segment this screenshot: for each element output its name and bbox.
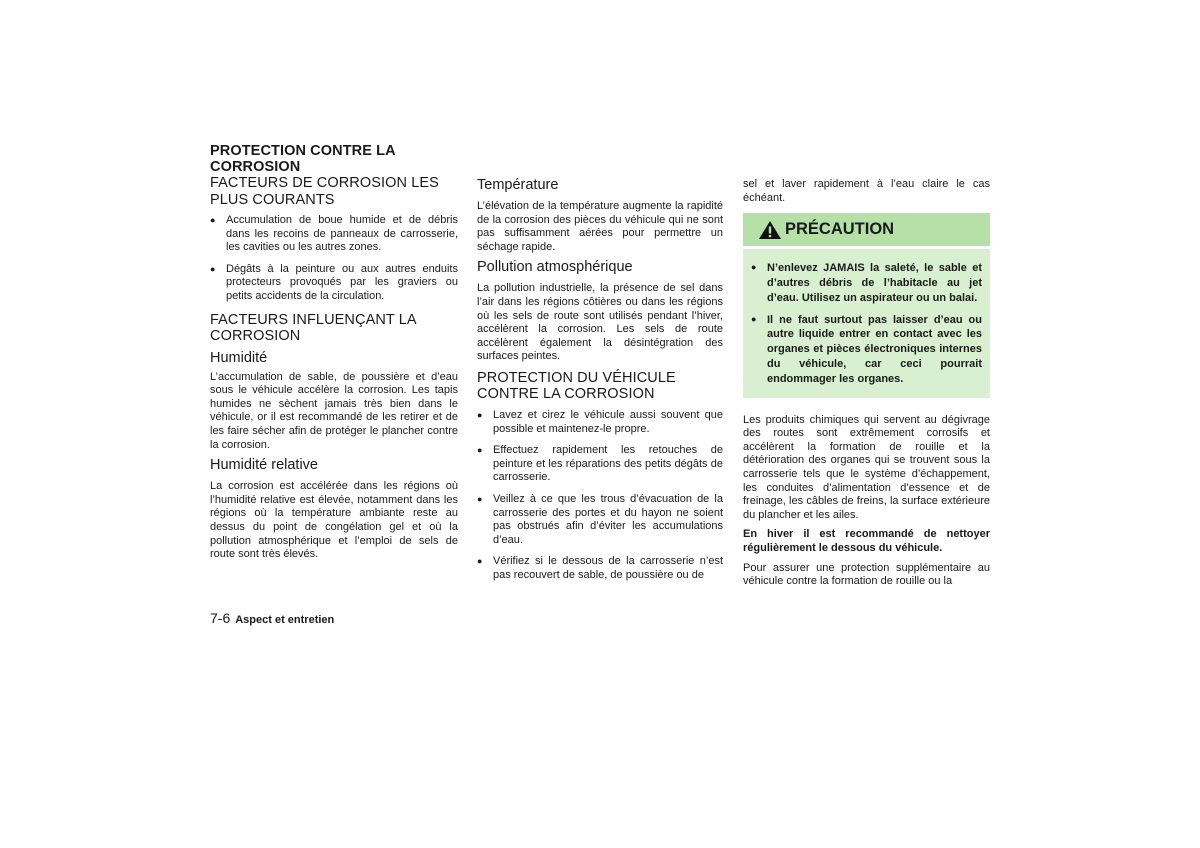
paragraph-temperature: L’élévation de la température augmente la rapidité de la corrosion des pièces du véhicule qui ne sont pas suffisamment aérées pour permettre un séchage rapide. bbox=[477, 200, 723, 253]
list-item: ● Veillez à ce que les trous d’évacuation de la carrosserie des portes et du hayon ne soient pas obstrués afin d’éviter les accumulations d’eau. bbox=[477, 493, 723, 547]
warning-icon bbox=[758, 220, 782, 245]
paragraph-extra-protection: Pour assurer une protection supplémentaire au véhicule contre la formation de rouille ou la bbox=[743, 561, 990, 588]
paragraph-continuation: sel et laver rapidement à l’eau claire le cas échéant. bbox=[743, 178, 990, 204]
caution-title: PRÉCAUTION bbox=[785, 220, 895, 239]
section-heading-protection: PROTECTION DU VÉHICULE CONTRE LA CORROSION bbox=[477, 369, 676, 403]
caution-header bbox=[743, 213, 990, 246]
column-middle bbox=[477, 176, 723, 590]
subheading-pollution: Pollution atmosphérique bbox=[477, 259, 633, 276]
caution-box bbox=[743, 249, 990, 397]
subheading-humidite: Humidité bbox=[210, 349, 268, 366]
list-item: ● Lavez et cirez le véhicule aussi souvent que possible et maintenez-le propre. bbox=[477, 409, 723, 436]
list-item: ● Accumulation de boue humide et de débris dans les recoins de panneaux de carrosserie, les cavities ou les autres zones. bbox=[210, 214, 458, 255]
paragraph-winter-cleaning: En hiver il est recommandé de nettoyer régulièrement le dessous du véhicule. bbox=[743, 528, 990, 554]
paragraph-chemicals: Les produits chimiques qui servent au dégivrage des routes sont extrêmement corrosifs et accélèrent la formation de rouille et la détérioration des organes qui se trouvent sous la carrosserie tels que le système d’échappement, les conduites d’alimentation d’essence et de freinage, les câbles de freins, la surface extérieure du plancher et les ailes. bbox=[743, 413, 990, 521]
list-item: ● Dégâts à la peinture ou aux autres enduits protecteurs provoqués par les graviers ou petits accidents de la circulation. bbox=[210, 263, 458, 304]
section-heading-influencing-factors: FACTEURS INFLUENÇANT LA CORROSION bbox=[210, 311, 416, 345]
protection-list bbox=[477, 409, 723, 583]
subheading-humidite-relative: Humidité relative bbox=[210, 457, 318, 474]
subheading-temperature: Température bbox=[477, 177, 559, 193]
section-name: Aspect et entretien bbox=[235, 614, 335, 626]
list-item: ● Vérifiez si le dessous de la carrosserie n’est pas recouvert de sable, de poussière ou de bbox=[477, 555, 723, 582]
caution-item: ● N’enlevez JAMAIS la saleté, le sable et d’autres débris de l’habitacle au jet d’eau. Utilisez un aspirateur ou un balai. bbox=[751, 261, 982, 305]
caution-item: ● Il ne faut surtout pas laisser d’eau ou autre liquide entrer en contact avec les organes et pièces électroniques internes du véhicule, car ceci pourrait endommager les organes. bbox=[751, 313, 982, 387]
page-title: PROTECTION CONTRE LA CORROSION bbox=[210, 143, 396, 175]
section-heading-common-factors: FACTEURS DE CORROSION LES PLUS COURANTS bbox=[210, 175, 439, 208]
caution-list bbox=[751, 261, 982, 386]
page-number: 7-6 bbox=[210, 610, 231, 626]
paragraph-pollution: La pollution industrielle, la présence de sel dans l’air dans les régions côtières ou dans les régions où les sels de route sont utilisés pendant l’hiver, accélèrent la corrosion. Les sels de route accélèrent également la désintégration des surfaces peintes. bbox=[477, 282, 723, 363]
column-right bbox=[743, 178, 990, 589]
common-factors-list bbox=[210, 214, 458, 304]
list-item: ● Effectuez rapidement les retouches de peinture et les réparations des petits dégâts de carrosserie. bbox=[477, 444, 723, 485]
paragraph-humidite-relative: La corrosion est accélérée dans les régions où l’humidité relative est élevée, notamment dans les régions où la température ambiante reste au dessus du point de congélation gel et où la pollution atmosphérique et l’emploi de sels de route sont très élevés. bbox=[210, 480, 458, 561]
column-left bbox=[210, 143, 458, 562]
paragraph-humidite: L’accumulation de sable, de poussière et d’eau sous le véhicule accélère la corrosion. Les tapis humides ne sèchent jamais très bien dans le véhicule, or il est recommandé de les retirer et de les faire sécher afin de protéger le plancher contre la corrosion. bbox=[210, 370, 458, 451]
page-footer bbox=[210, 610, 334, 626]
